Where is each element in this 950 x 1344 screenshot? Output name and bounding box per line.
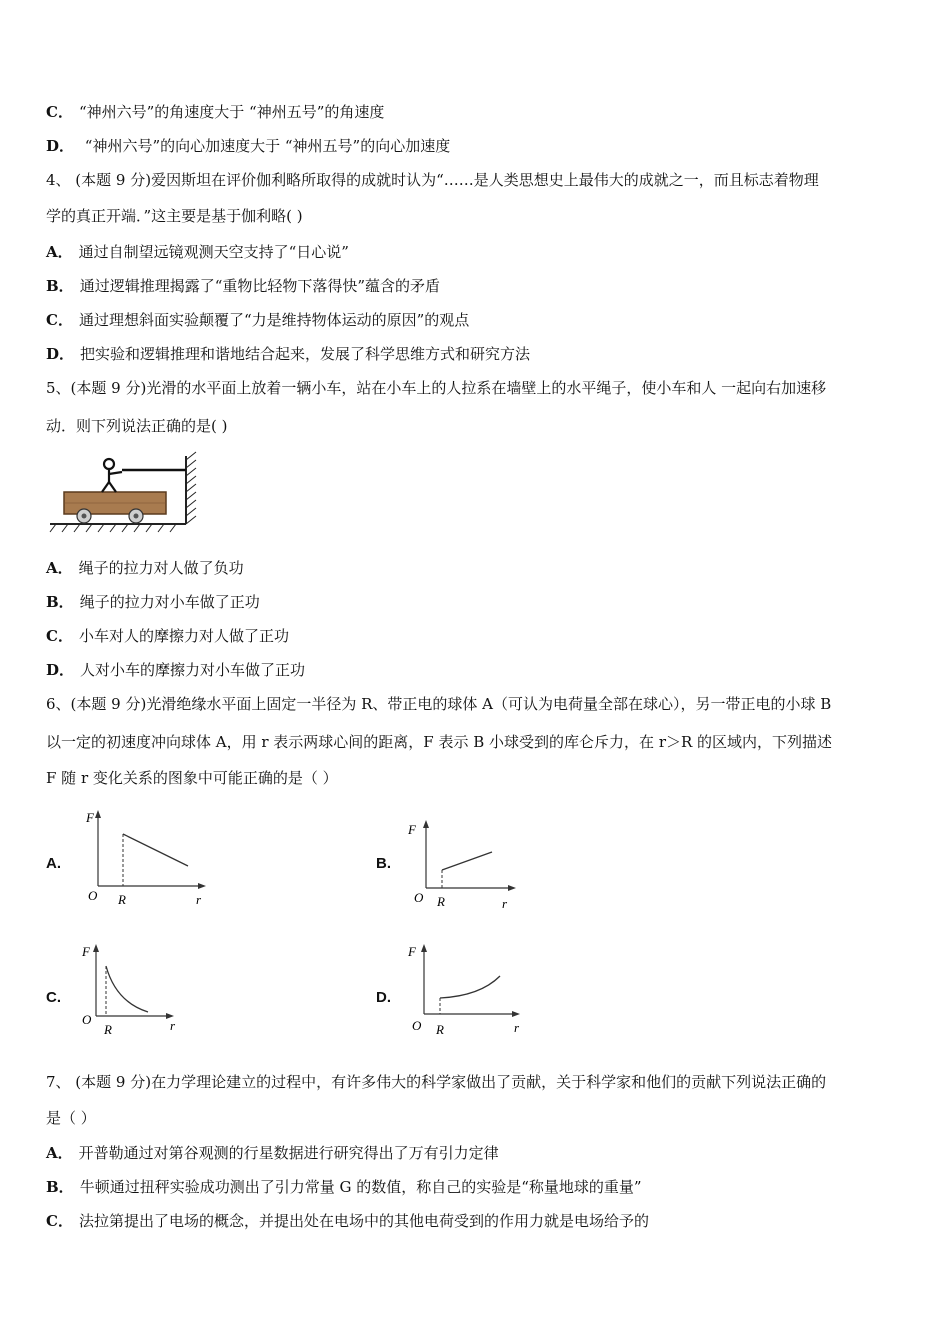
graph-c bbox=[80, 940, 184, 1036]
graph-d-letter: D. bbox=[376, 989, 391, 1006]
option-text: 牛顿通过扭秤实验成功测出了引力常量 G 的数值，称自己的实验是“称量地球的重量” bbox=[79, 1178, 642, 1196]
option-letter: C． bbox=[46, 103, 73, 121]
option-letter: D． bbox=[46, 137, 75, 155]
q7-option-c bbox=[46, 1211, 649, 1231]
graph-d-axis-f: F bbox=[408, 944, 416, 959]
q4-stem-line2: 学的真正开端．”这主要是基于伽利略( ) bbox=[46, 207, 303, 225]
graph-c-axis-f: F bbox=[82, 944, 90, 959]
graph-a bbox=[82, 808, 212, 910]
graph-b-origin: O bbox=[414, 890, 424, 905]
q7-option-b bbox=[46, 1177, 642, 1197]
option-text: “神州六号”的向心加速度大于 “神州五号”的向心加速度 bbox=[80, 137, 451, 155]
option-text: 把实验和逻辑推理和谐地结合起来，发展了科学思维方式和研究方法 bbox=[80, 345, 531, 363]
graph-b-mark-r: R bbox=[437, 894, 445, 909]
graph-d-origin: O bbox=[412, 1018, 422, 1033]
graph-d-axis-r: r bbox=[514, 1020, 520, 1035]
q6-stem-line3: F 随 r 变化关系的图象中可能正确的是（ ） bbox=[46, 769, 338, 787]
option-text: 法拉第提出了电场的概念，并提出处在电场中的其他电荷受到的作用力就是电场给予的 bbox=[78, 1212, 649, 1230]
option-letter: C． bbox=[46, 311, 73, 329]
q6-stem-line2: 以一定的初速度冲向球体 A，用 r 表示两球心间的距离，F 表示 B 小球受到的库仑斥力，在 r＞R 的区域内，下列描述 bbox=[46, 733, 833, 751]
graph-b-letter: B. bbox=[376, 855, 391, 872]
q3-option-d bbox=[46, 136, 450, 156]
graph-d-mark-r: R bbox=[436, 1022, 444, 1037]
q7-stem-line2: 是（ ） bbox=[46, 1109, 96, 1127]
option-letter: A． bbox=[46, 559, 73, 577]
q4-option-a bbox=[46, 242, 349, 262]
option-text: 绳子的拉力对人做了负功 bbox=[78, 559, 244, 577]
graph-b-axis-r: r bbox=[502, 896, 508, 911]
option-text: 通过理想斜面实验颠覆了“力是维持物体运动的原因”的观点 bbox=[78, 311, 470, 329]
graph-b-axis-f: F bbox=[408, 822, 416, 837]
graph-a-mark-r: R bbox=[118, 892, 126, 907]
ground-hatch bbox=[50, 524, 176, 532]
graph-b-curve bbox=[442, 852, 492, 870]
graph-a-curve bbox=[123, 834, 188, 866]
q4-option-d bbox=[46, 344, 530, 364]
graph-a-axis-r: r bbox=[196, 892, 202, 907]
q5-option-d bbox=[46, 660, 305, 680]
graph-a-axis-f: F bbox=[86, 810, 94, 825]
option-text: 通过逻辑推理揭露了“重物比轻物下落得快”蕴含的矛盾 bbox=[79, 277, 441, 295]
option-text: 通过自制望远镜观测天空支持了“日心说” bbox=[78, 243, 349, 261]
option-letter: B． bbox=[46, 593, 74, 611]
q5-stem-line1: 5、(本题 9 分)光滑的水平面上放着一辆小车，站在小车上的人拉系在墙壁上的水平绳子，使小车和人 一起向右加速移 bbox=[46, 379, 827, 397]
graph-c-origin: O bbox=[82, 1012, 92, 1027]
q5-option-b bbox=[46, 592, 260, 612]
person-figure bbox=[102, 459, 122, 492]
option-text: 小车对人的摩擦力对人做了正功 bbox=[78, 627, 289, 645]
option-letter: B． bbox=[46, 1178, 74, 1196]
q3-option-c bbox=[46, 102, 384, 122]
option-text: 开普勒通过对第谷观测的行星数据进行研究得出了万有引力定律 bbox=[78, 1144, 499, 1162]
option-text: 人对小车的摩擦力对小车做了正功 bbox=[80, 661, 306, 679]
q7-stem-line1: 7、 (本题 9 分)在力学理论建立的过程中，有许多伟大的科学家做出了贡献，关于科学家和他们的贡献下列说法正确的 bbox=[46, 1073, 827, 1091]
wall-hatch bbox=[186, 452, 196, 524]
option-letter: B． bbox=[46, 277, 74, 295]
q4-option-b bbox=[46, 276, 440, 296]
q5-option-c bbox=[46, 626, 289, 646]
option-letter: A． bbox=[46, 1144, 73, 1162]
q7-option-a bbox=[46, 1143, 499, 1163]
option-letter: D． bbox=[46, 345, 75, 363]
graph-d bbox=[404, 940, 528, 1040]
graph-a-origin: O bbox=[88, 888, 98, 903]
graph-c-letter: C. bbox=[46, 989, 61, 1006]
q5-option-a bbox=[46, 558, 244, 578]
q4-stem-line1: 4、 (本题 9 分)爱因斯坦在评价伽利略所取得的成就时认为“……是人类思想史上最伟大的成就之一，而且标志着物理 bbox=[46, 171, 819, 189]
graph-c-axis-r: r bbox=[170, 1018, 176, 1033]
graph-a-letter: A. bbox=[46, 855, 61, 872]
graph-c-curve bbox=[106, 966, 148, 1012]
q6-stem-line1: 6、(本题 9 分)光滑绝缘水平面上固定一半径为 R、带正电的球体 A（可认为电荷量全部在球心），另一带正电的小球 B bbox=[46, 695, 832, 713]
graph-c-mark-r: R bbox=[104, 1022, 112, 1036]
q4-option-c bbox=[46, 310, 469, 330]
cart-figure bbox=[46, 448, 206, 534]
option-text: “神州六号”的角速度大于 “神州五号”的角速度 bbox=[78, 103, 385, 121]
graph-d-curve bbox=[440, 976, 500, 998]
option-letter: D． bbox=[46, 661, 75, 679]
option-letter: A． bbox=[46, 243, 73, 261]
option-letter: C． bbox=[46, 627, 73, 645]
option-letter: C． bbox=[46, 1212, 73, 1230]
q5-stem-line2: 动．则下列说法正确的是( ) bbox=[46, 417, 228, 435]
option-text: 绳子的拉力对小车做了正功 bbox=[79, 593, 260, 611]
graph-b bbox=[404, 818, 524, 912]
